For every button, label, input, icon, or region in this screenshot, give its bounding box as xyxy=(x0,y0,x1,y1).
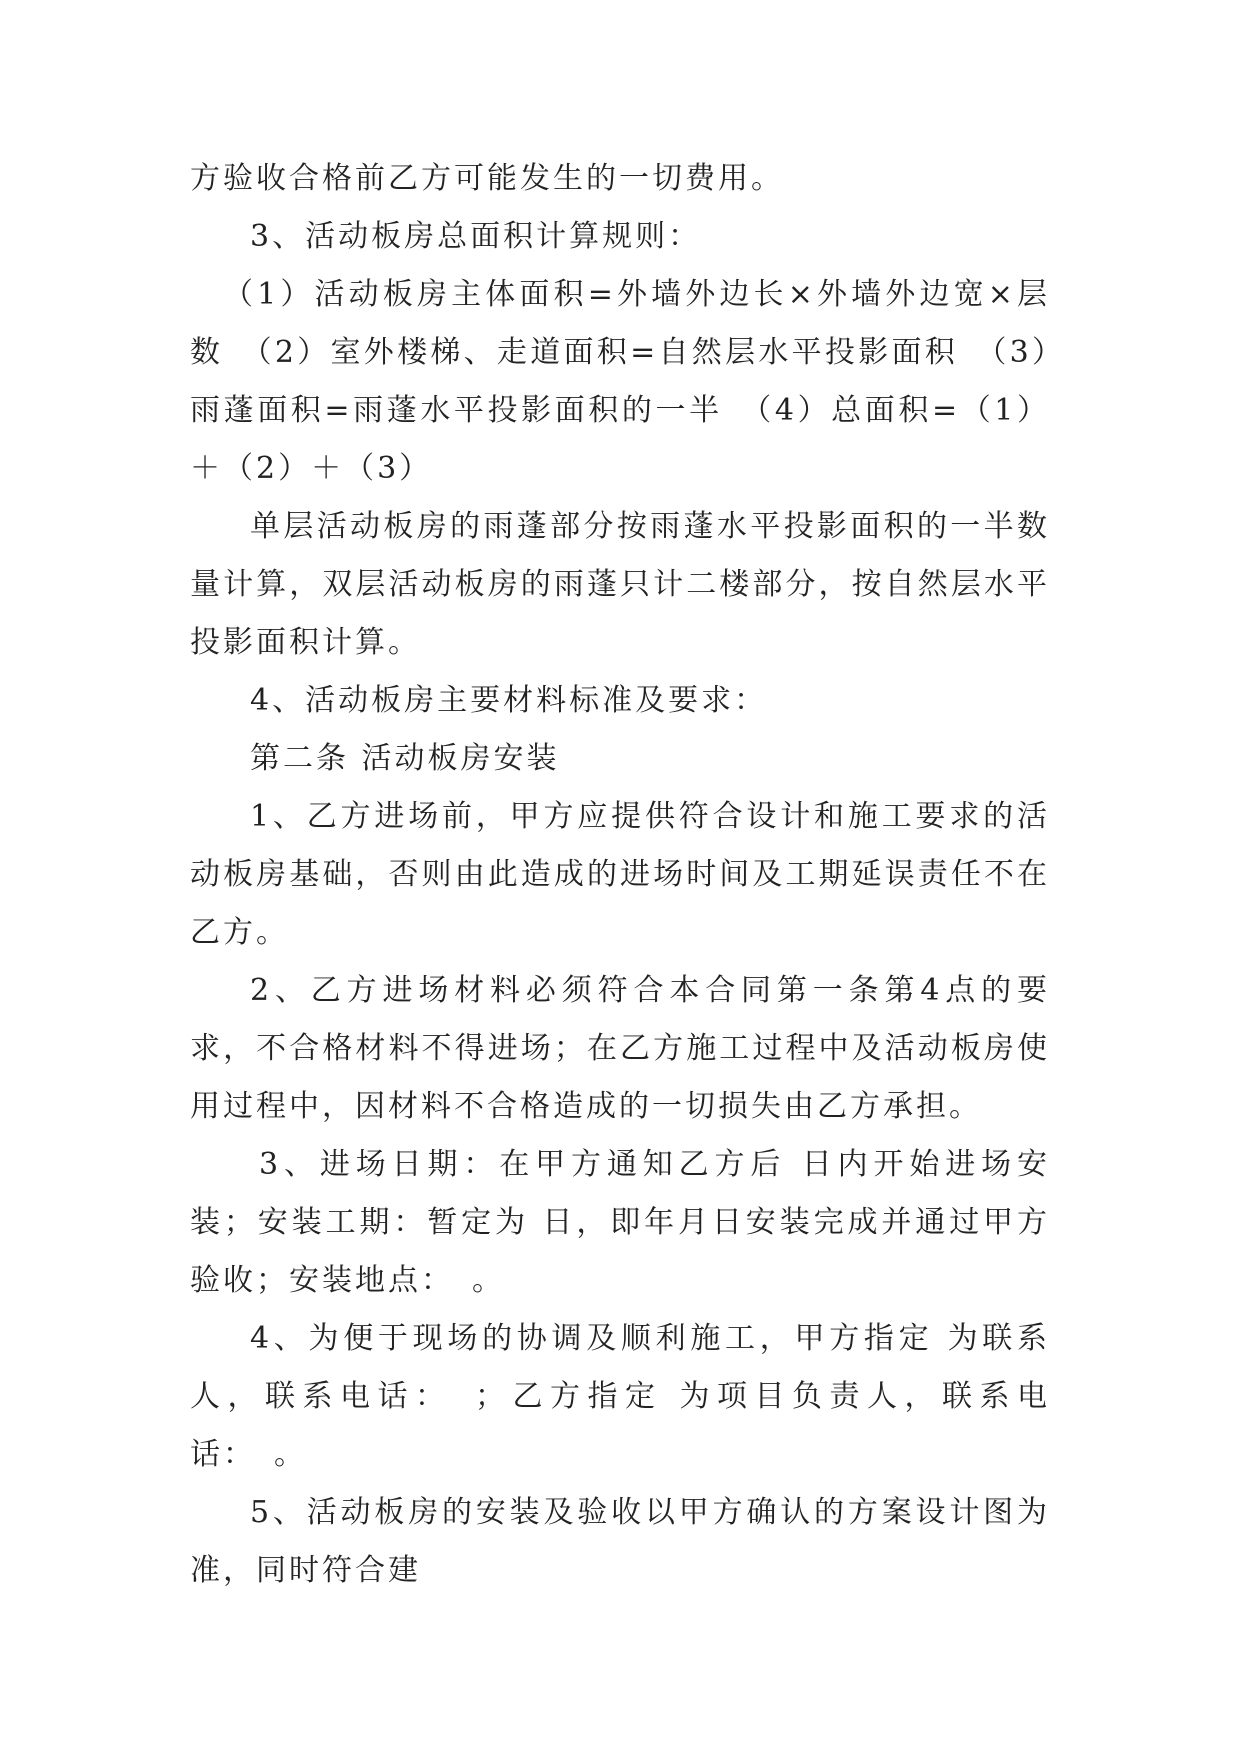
paragraph-area-rule-heading: 3、活动板房总面积计算规则： xyxy=(250,219,702,254)
paragraph-cost-clause: 方验收合格前乙方可能发生的一切费用。 xyxy=(190,161,784,196)
document-body xyxy=(190,150,1050,1600)
paragraph-schedule-clause: 3、进场日期：在甲方通知乙方后 日内开始进场安装；安装工期：暂定为 日，即年月日安装完成并通过甲方验收；安装地点： 。 xyxy=(190,1147,1050,1298)
paragraph-canopy-rule: 单层活动板房的雨蓬部分按雨蓬水平投影面积的一半数量计算，双层活动板房的雨蓬只计二楼部分，按自然层水平投影面积计算。 xyxy=(190,509,1050,660)
paragraph-material-heading: 4、活动板房主要材料标准及要求： xyxy=(250,683,768,718)
paragraph-area-formula: （1）活动板房主体面积=外墙外边长×外墙外边宽×层数 （2）室外楼梯、走道面积=自然层水平投影面积 （3）雨蓬面积=雨蓬水平投影面积的一半 （4）总面积=（1）＋（2）＋（3） xyxy=(190,277,1050,486)
paragraph-foundation-clause: 1、乙方进场前，甲方应提供符合设计和施工要求的活动板房基础，否则由此造成的进场时间及工期延误责任不在乙方。 xyxy=(190,799,1050,950)
paragraph-contact-clause: 4、为便于现场的协调及顺利施工，甲方指定 为联系人，联系电话： ；乙方指定 为项目负责人，联系电话： 。 xyxy=(190,1321,1050,1472)
paragraph-acceptance-clause: 5、活动板房的安装及验收以甲方确认的方案设计图为准，同时符合建 xyxy=(190,1495,1050,1588)
paragraph-material-clause: 2、乙方进场材料必须符合本合同第一条第4点的要求，不合格材料不得进场；在乙方施工过程中及活动板房使用过程中，因材料不合格造成的一切损失由乙方承担。 xyxy=(190,973,1050,1124)
article-two-heading: 第二条 活动板房安装 xyxy=(250,741,560,776)
